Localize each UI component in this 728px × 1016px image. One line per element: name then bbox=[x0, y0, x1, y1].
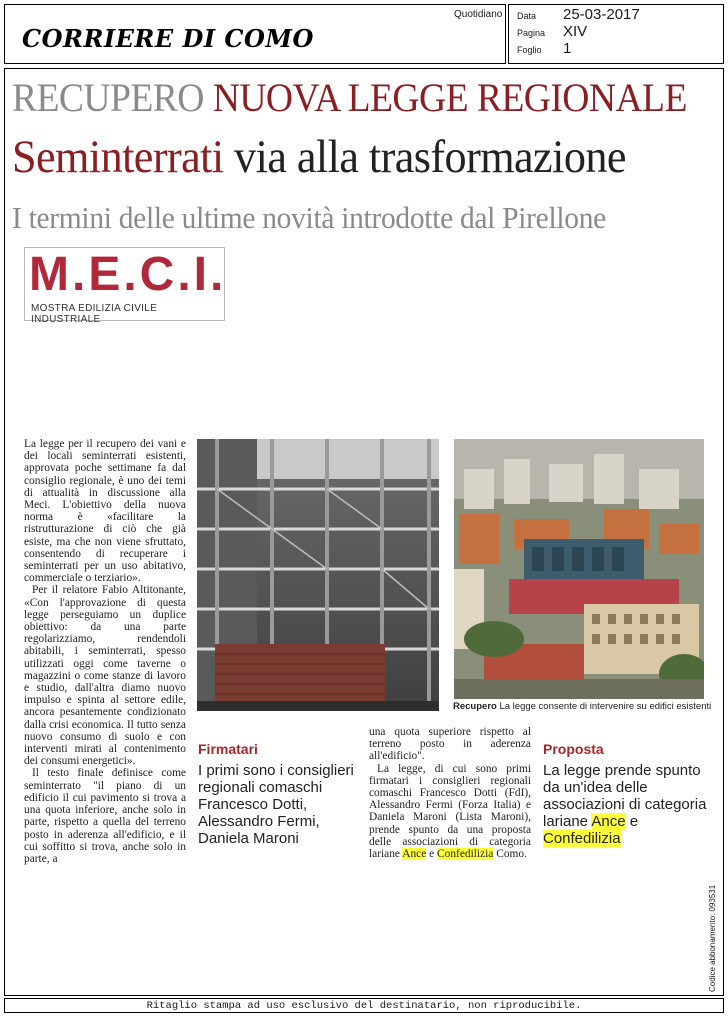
highlight-ance: Ance bbox=[402, 848, 427, 861]
kicker-topic: RECUPERO bbox=[12, 75, 204, 120]
proposta-text-main: La legge prende spunto da un'idea delle associazioni di categoria lariane bbox=[543, 762, 707, 830]
paragraph-2: Per il relatore Fabio Altitonante, «Con l'approvazione di questa legge perseguiamo un duplice obiettivo: da una parte regolarizziamo, rendendoli abitabili, i seminterrati, spesso utilizzati oggi come taverne o magazzini o come stanze di lavoro e studio, dall'altra diamo nuovo impulso e spinta al settore edile, ancora pesantemente condizionato dalla crisi economica. Il tutto senza nuovo consumo di suolo e con interventi mirati al contenimento dei consumi energetici». bbox=[24, 584, 186, 768]
city-photo bbox=[454, 439, 704, 699]
subscription-code-label: Codice abbonamento: bbox=[708, 913, 717, 992]
paragraph-5-and: e bbox=[429, 848, 435, 861]
kicker bbox=[12, 76, 687, 120]
meci-logo bbox=[24, 247, 227, 325]
proposta-title: Proposta bbox=[543, 741, 604, 757]
meta-page-label: Pagina bbox=[517, 28, 546, 38]
meta-sheet-label: Foglio bbox=[517, 45, 542, 55]
proposta-text bbox=[543, 762, 708, 847]
article-column-1 bbox=[24, 438, 186, 865]
meta-date-value: 25-03-2017 bbox=[563, 6, 640, 23]
headline-rest: via alla trasformazione bbox=[234, 131, 626, 183]
caption-label: Recupero bbox=[453, 701, 497, 712]
masthead: CORRIERE DI COMO bbox=[22, 24, 314, 53]
paragraph-5-text: La legge, di cui sono primi firmatari i consiglieri regionali comaschi Francesco Dotti (FdI), Alessandro Fermi (Forza Italia) e Daniela Maroni (Lista Maroni), prende spunto da una proposta delle associazioni di categoria lariane bbox=[369, 762, 531, 861]
headline bbox=[12, 132, 626, 182]
proposta-highlight-confedilizia: Confedilizia bbox=[543, 830, 621, 847]
meta-sheet-value: 1 bbox=[563, 40, 572, 57]
firmatari-text: I primi sono i consiglieri regionali comaschi Francesco Dotti, Alessandro Fermi, Daniela Maroni bbox=[198, 762, 354, 847]
caption-text: La legge consente di intervenire su edifici esistenti bbox=[499, 701, 712, 712]
firmatari-title: Firmatari bbox=[198, 741, 258, 757]
highlight-confedilizia: Confedilizia bbox=[437, 848, 494, 861]
proposta-and: e bbox=[629, 813, 639, 830]
logo-subtitle: MOSTRA EDILIZIA CIVILE INDUSTRIALE bbox=[31, 303, 158, 325]
subhead: I termini delle ultime novità introdotte dal Pirellone bbox=[12, 200, 606, 235]
headline-red: Seminterrati bbox=[12, 131, 224, 183]
logo-mark: M.E.C.I. bbox=[29, 248, 227, 301]
frequency-label: Quotidiano bbox=[454, 9, 503, 20]
kicker-title: NUOVA LEGGE REGIONALE bbox=[212, 75, 687, 120]
meta-date-label: Data bbox=[517, 11, 537, 21]
meta-page-value: XIV bbox=[563, 23, 588, 40]
article-column-3 bbox=[369, 726, 531, 860]
paragraph-5 bbox=[369, 763, 531, 861]
paragraph-3: Il testo finale definisce come seminterrato "il piano di un edificio il cui pavimento si trova a una quota inferiore, anche solo in parte, rispetto a quella del terreno posto in aderenza all'edificio, e il cui soffitto si trova, anche solo in parte, a bbox=[24, 767, 186, 865]
paragraph-4: una quota superiore rispetto al terreno posto in aderenza all'edificio". bbox=[369, 726, 531, 763]
photo-caption bbox=[453, 701, 711, 712]
paragraph-5-end: Como. bbox=[496, 848, 527, 861]
footer-notice: Ritaglio stampa ad uso esclusivo del destinatario, non riproducibile. bbox=[4, 998, 724, 1013]
subscription-code-value: 093531 bbox=[708, 884, 717, 912]
construction-photo bbox=[197, 439, 439, 711]
proposta-highlight-ance: Ance bbox=[591, 813, 626, 830]
subscription-code bbox=[708, 885, 717, 992]
paragraph-1: La legge per il recupero dei vani e dei locali seminterrati esistenti, approvata poche settimane fa dal consiglio regionale, è uno dei temi di attualità in discussione alla Meci. L'obiettivo della nuova norma è «facilitare la ristrutturazione di ciò che già esiste, ma che non viene sfruttato, consentendo di recuperare i seminterrati per un uso abitativo, commerciale o terziario». bbox=[24, 438, 186, 585]
